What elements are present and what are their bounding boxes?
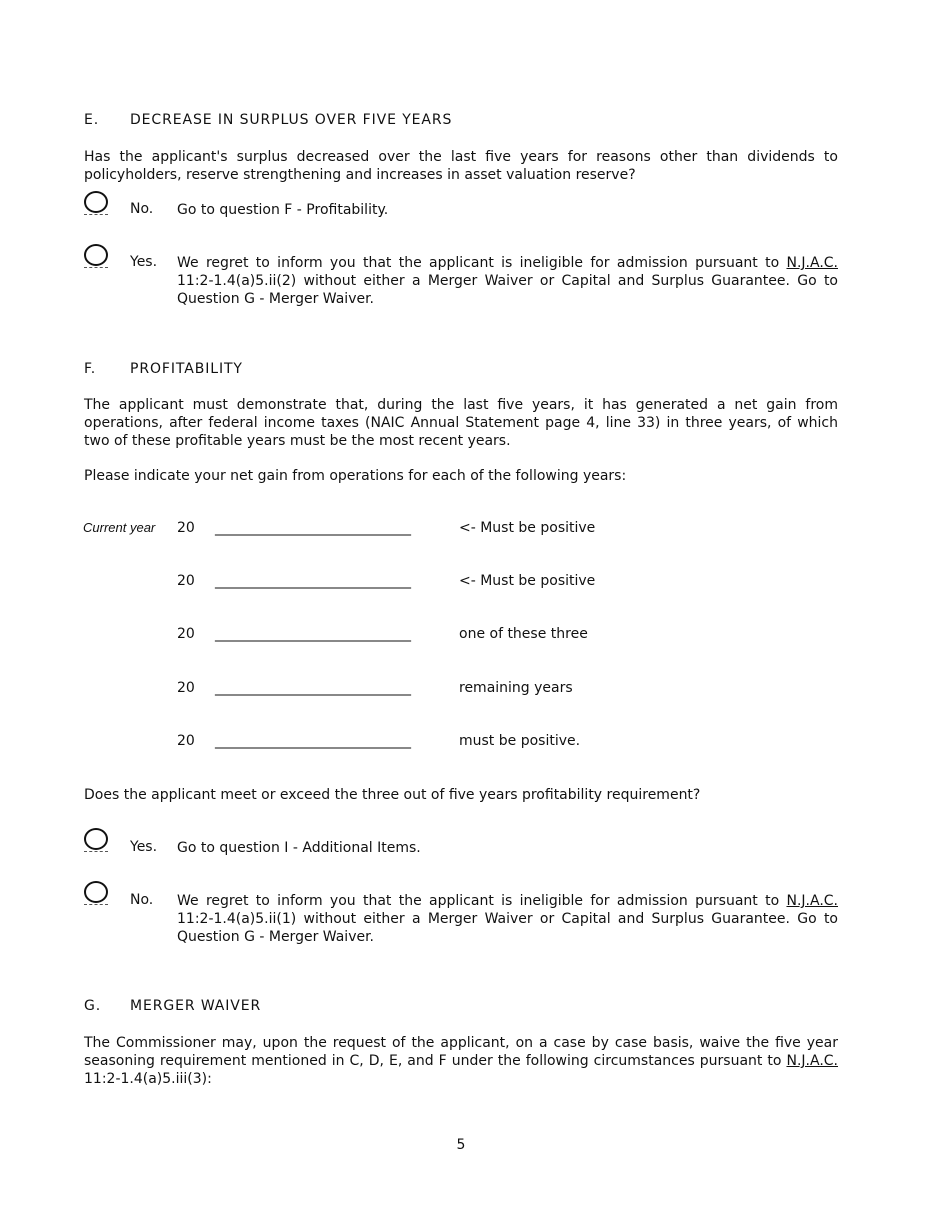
section-g-letter: G.: [84, 998, 102, 1014]
section-e-yes-label: Yes.: [130, 254, 158, 270]
year-note: <- Must be positive: [459, 520, 596, 536]
year-prefix: 20: [177, 520, 195, 536]
section-f-intro: The applicant must demonstrate that, during the last five years, it has generated a net gain from operations, after federal income taxes (NAIC Annual Statement page 4, line 33) in three years, of which two of these profitable years must be the most recent years.: [84, 397, 838, 449]
section-e-question: Has the applicant's surplus decreased over the last five years for reasons other than dividends to policyholders, reserve strengthening and increases in asset valuation reserve?: [84, 149, 838, 183]
njac-reference: N.J.A.C.: [786, 893, 838, 909]
section-f-yes-radio[interactable]: [84, 828, 110, 852]
year-blank-field[interactable]: ____________________________: [215, 733, 411, 749]
section-e-no-label: No.: [130, 201, 154, 217]
section-e-no-text: Go to question F - Profitability.: [177, 202, 389, 218]
section-e-title: DECREASE IN SURPLUS OVER FIVE YEARS: [130, 112, 453, 128]
section-f-no-radio[interactable]: [84, 881, 110, 905]
year-prefix: 20: [177, 626, 195, 642]
section-f-yes-text: Go to question I - Additional Items.: [177, 840, 421, 856]
section-f-letter: F.: [84, 361, 97, 377]
section-e-letter: E.: [84, 112, 100, 128]
year-note: must be positive.: [459, 733, 581, 749]
section-f-no-text: We regret to inform you that the applicant is ineligible for admission pursuant to N.J.A.C. 11:2-1.4(a)5.ii(1) without either a Merger Waiver or Capital and Surplus Guarantee. Go to Question G - Merger Waiver.: [177, 893, 838, 945]
year-prefix: 20: [177, 680, 195, 696]
year-blank-field[interactable]: ____________________________: [215, 520, 411, 536]
year-prefix: 20: [177, 573, 195, 589]
section-f-yes-label: Yes.: [130, 839, 158, 855]
section-e-yes-text: We regret to inform you that the applicant is ineligible for admission pursuant to N.J.A.C. 11:2-1.4(a)5.ii(2) without either a Merger Waiver or Capital and Surplus Guarantee. Go to Question G - Merger Waiver.: [177, 255, 838, 307]
section-f-no-label: No.: [130, 892, 154, 908]
year-blank-field[interactable]: ____________________________: [215, 626, 411, 642]
year-blank-field[interactable]: ____________________________: [215, 680, 411, 696]
section-e-no-radio[interactable]: [84, 191, 110, 215]
year-blank-field[interactable]: ____________________________: [215, 573, 411, 589]
page-number: 5: [456, 1137, 466, 1153]
njac-reference: N.J.A.C.: [786, 255, 838, 271]
year-prefix: 20: [177, 733, 195, 749]
section-f-question: Does the applicant meet or exceed the three out of five years profitability requirement?: [84, 787, 701, 803]
section-e-yes-radio[interactable]: [84, 244, 110, 268]
section-g-text: The Commissioner may, upon the request of the applicant, on a case by case basis, waive the five year seasoning requirement mentioned in C, D, E, and F under the following circumstances pursuant to N.J.A.C. 11:2-1.4(a)5.iii(3):: [84, 1035, 838, 1087]
year-note: one of these three: [459, 626, 588, 642]
section-g-title: MERGER WAIVER: [130, 998, 262, 1014]
year-note: remaining years: [459, 680, 573, 696]
section-f-title: PROFITABILITY: [130, 361, 243, 377]
year-note: <- Must be positive: [459, 573, 596, 589]
current-year-tag: Current year: [83, 520, 156, 535]
njac-reference: N.J.A.C.: [786, 1053, 838, 1069]
section-f-instruction: Please indicate your net gain from operations for each of the following years:: [84, 468, 627, 484]
